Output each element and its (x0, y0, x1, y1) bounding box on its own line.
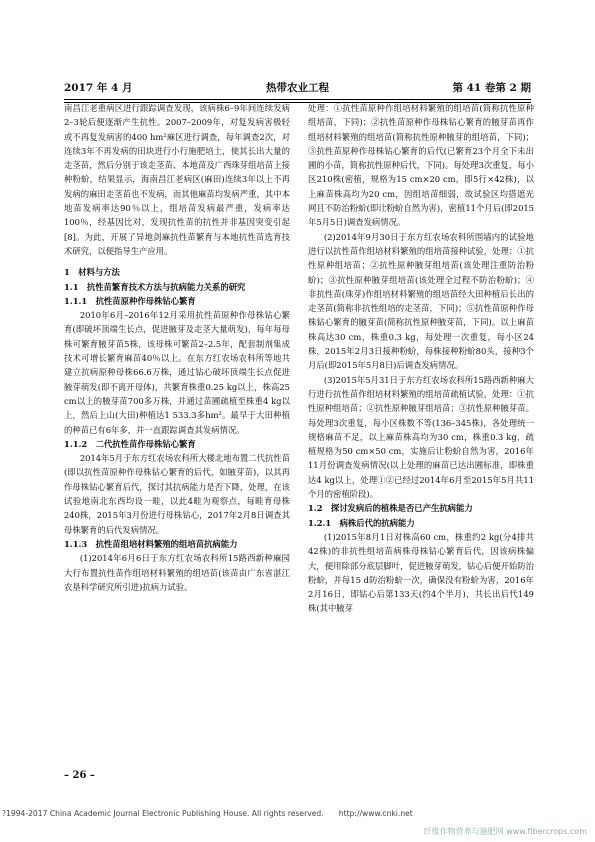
body-paragraph: 2010年6月–2016年12月采用抗性苗原种作母株钻心繁育(即破坏顶端生长点，促进腋芽及走茎大量萌发)，每年每母株可繁育腋芽苗5株，该母株可繁苗2–2.5年，配套制剂集成技术可增长繁育麻苗40％以上。在东方红农场农科所等地共建立抗病原种母株66.6万株，通过钻心破坏顶端生长点促进腋芽萌发(即不离开母体)，共繁育株重0.25 kg以上，株高25 cm以上的腋芽苗700多万株，并通过苗圃疏植至株重4 kg以上，然后上山(大田)种植达1 533.3多hm²。最早于大田种植的种苗已有6年多，并一直跟踪调查其发病情况。 (64, 310, 290, 435)
header-issue: 第 41 卷第 2 期 (452, 82, 531, 94)
subsection-heading: 1.2.1 病株后代的抗病能力 (308, 517, 415, 528)
subsection-heading: 1.2 探讨发病后的植株是否已产生抗病能力 (308, 503, 473, 514)
running-header (64, 80, 531, 98)
watermark: 纤维作物营养与施肥网 www.fibercrops.com (423, 827, 587, 836)
section-heading: 1 材料与方法 (64, 267, 120, 278)
body-paragraph: (2)2014年9月30日于东方红农场农科所围墙内的试验地进行以抗性苗作组培材料繁殖的组培苗接种试验，处理：①抗性原种组培苗；②抗性原种腋芽组培苗(该处理注重防治粉蚧)；③抗性原种腋芽组培苗(该处理全过程不防治粉蚧)；④非抗性苗(珠芽)作组培材料繁殖的组培苗经大田种植后长出的走茎苗(简称非抗性组培的走茎苗，下同)；⑤抗性苗原种作母株钻心繁育的腋芽苗(简称抗性原种腋芽苗，下同)。以上麻苗株高达30 cm，株重0.3 kg，每处理一次重复，每小区24株，2015年2月3日接种粉蚧，每株接种粉蚧80头，接种3个月后(即2015年5月8日)后调查发病情况。 (308, 231, 534, 371)
body-paragraph: (1)2015年8月1日对株高60 cm，株重约2 kg(分4排共42株)的非抗性组培苗病株母株钻心繁育后代，因该病株偏大，便用除部分底层脚叶，促进腋芽萌发，钻心后便开始防治粉蚧，并每15 d防治粉蚧一次，确保没有粉蚧为害，2016年2月16日，即钻心后第133天(约4个半月)，共长出后代149株(其中腋芽 (308, 531, 534, 614)
right-column (308, 101, 534, 766)
header-date: 2017 年 4 月 (64, 82, 133, 94)
subsection-heading: 1.1 抗性苗繁育技术方法与抗病能力关系的研究 (64, 281, 246, 292)
header-journal: 热带农业工程 (266, 82, 329, 94)
body-paragraph: (3)2015年5月31日于东方红农场农科所15路西新种麻大行进行抗性苗作组培材料繁殖的组培苗疏植试验，处理：①抗性原种组培苗；②抗性原种腋芽组培苗；③抗性原种腋芽苗。每处理3次重复，每小区株数不等(136–345株)，各处理统一规格麻苗不足，以上麻苗株高均为30 cm，株重0.3 kg，疏植规格为50 cm×50 cm，实施后让粉蚧自然为害，2016年11月份调查发病情况(以上处理的麻苗已达出圃标准，即株重达4 kg以上，处理①②已经过2014年6月至2015年5月共11个月的密植阶段)。 (308, 374, 534, 500)
subsection-heading: 1.1.2 二代抗性苗作母株钻心繁育 (64, 438, 196, 449)
body-paragraph: (1)2014年6月6日于东方红农场农科所15路西新种麻园大行布置抗性苗作组培材料繁殖的组培苗(该苗由广东省湛江农垦科学研究所引进)抗病力试验。 (64, 553, 290, 592)
page-number: – 26 – (64, 770, 95, 781)
body-paragraph: 2014年5月于东方红农场农科所大楼北地布置二代抗性苗(即以抗性苗原种作母株钻心繁育的后代，如腋芽苗)，以其再作母株钻心繁育后代，探讨其抗病能力是否下降，处理，在该试验地南北东西均设一畦，以此4畦为观察点，每畦育母株240株，2015年3月份进行母株钻心，2017年2月8日调查其母株繁育的后代发病情况。 (64, 453, 290, 535)
body-paragraph: 南昌江老重病区进行跟踪调查发现，该病株6–9年间连续发病2–3轮后便逐渐产生抗性。2007–2009年，对复发病害极轻或不再复发病害的400 hm²麻区进行调查，每年调查2次，对连续3年不再发病的田块进行小行施肥培土，使其长出大量的走茎苗，然后分别于该走茎苗、本地苗及广西珠芽组培苗上接种粉蚧，结果显示，海南昌江老病区(麻田)连续3年以上不再发病的麻田走茎苗也不发病，而其他麻苗均发病严重，其中本地苗发病率达90％以上，组培苗发病最严重，发病率达100％，经基因比对，发现抗性苗的抗性并非基因突变引起[8]。为此，开展了异地剑麻抗性苗繁育与本地抗性苗选育技术研究，以便指导生产应用。 (64, 103, 290, 256)
body-paragraph: 处理：①抗性苗原种作组培材料繁殖的组培苗(简称抗性原种组培苗，下同)；②抗性苗原种作母株钻心繁育的腋芽苗再作组培材料繁殖的组培苗(简称抗性原种腋芽的组培苗，下同)；③抗性苗原种作母株钻心繁育的后代(已繁育23个月全下未出圃的小苗，简称抗性原种后代，下同)。每处理3次重复，每小区210株(密植，规格为15 cm×20 cm，即5行×42株)，以上麻苗株高均为20 cm，因组培苗细弱，故试验区均搭遮光网且不防治粉蚧(即让粉蚧自然为害)，密植11个月后(即2015年5月5日)调查发病情况。 (308, 103, 534, 228)
subsection-heading: 1.1.1 抗性苗原种作母株钻心繁育 (64, 295, 196, 306)
left-column (64, 101, 290, 766)
subsection-heading: 1.1.3 抗性苗组培材料繁殖的组培苗抗病能力 (64, 538, 238, 549)
copyright-line: ?1994-2017 China Academic Journal Electronic Publishing House. All rights reserved. http://www.cnki.net (2, 809, 413, 818)
